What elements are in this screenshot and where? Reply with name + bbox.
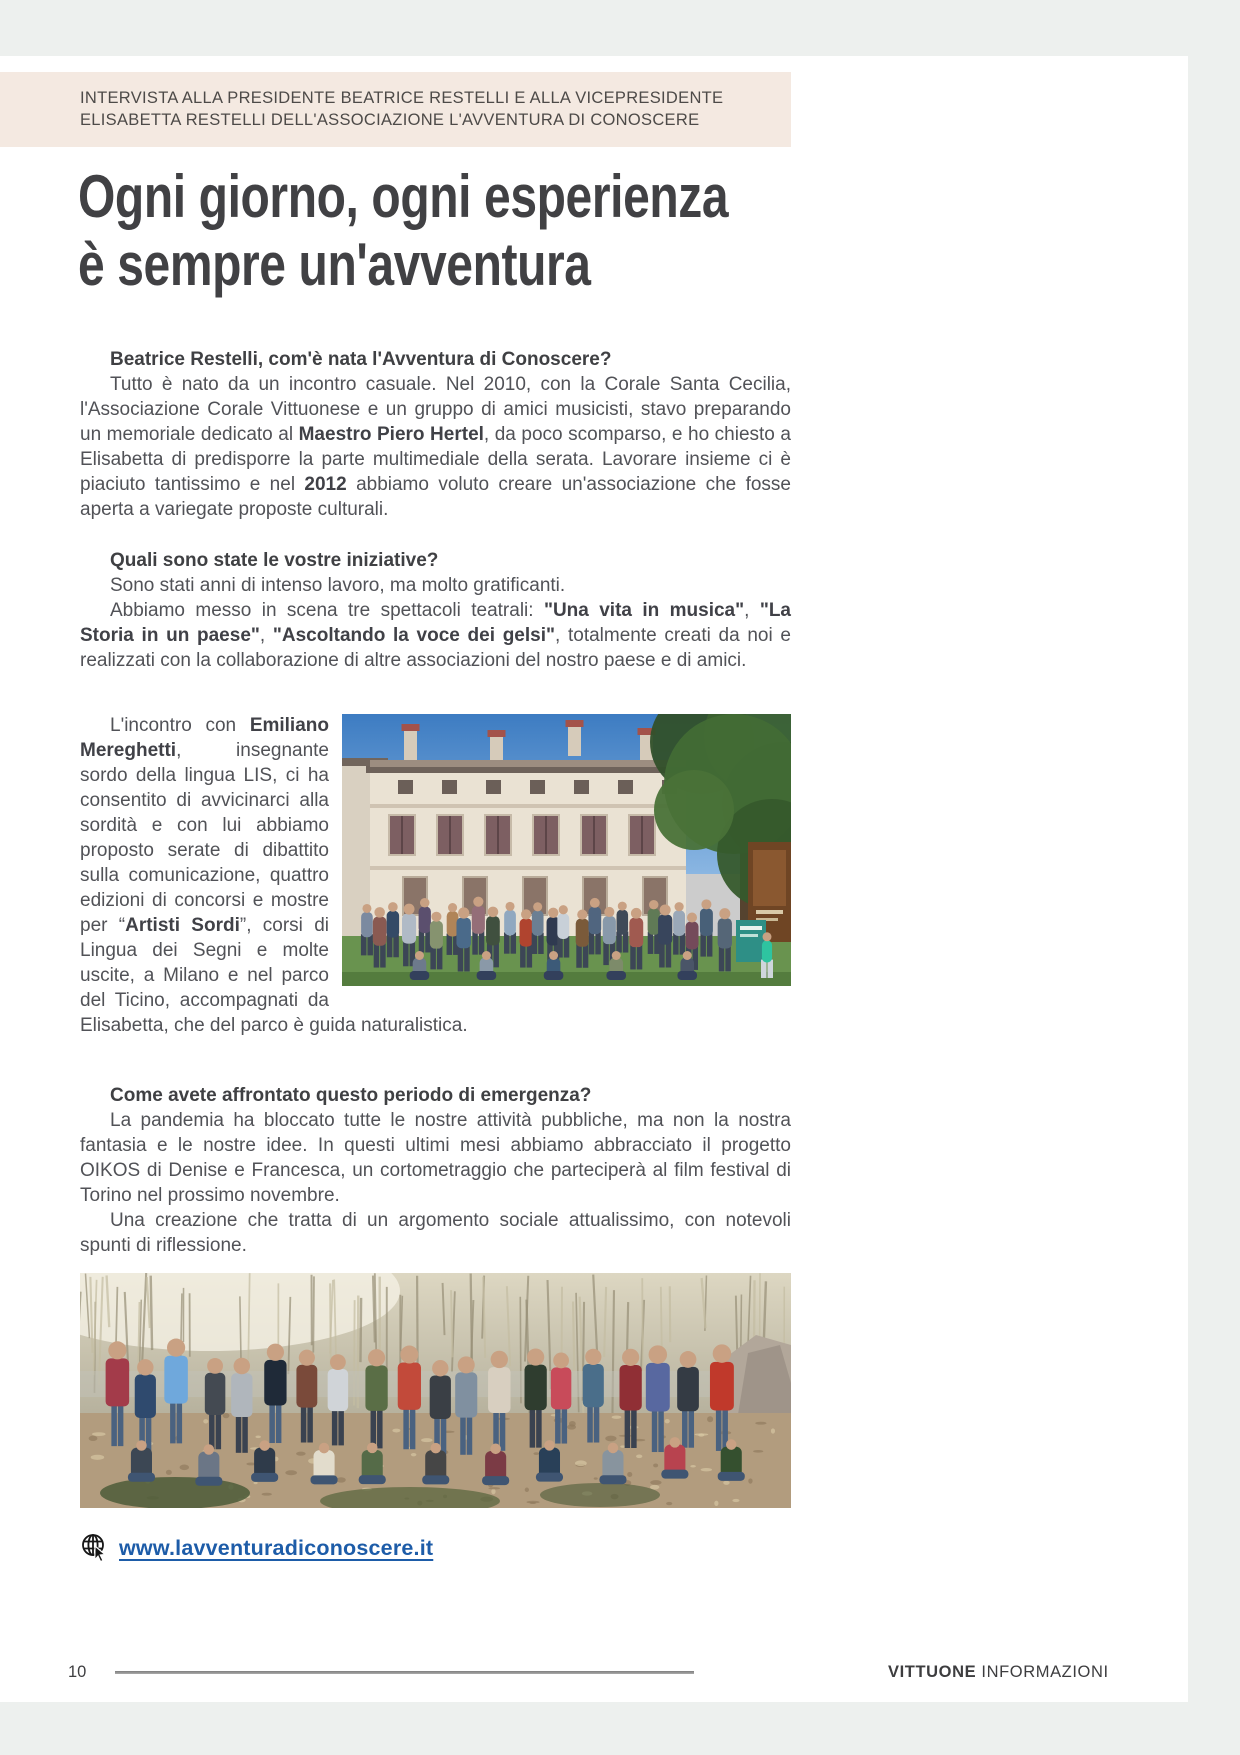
paragraph: [80, 573, 791, 598]
text: ,: [744, 600, 760, 621]
text: , da poco scomparso, e ho chiesto a Elisabetta di predisporre la parte multimediale della serata. Lavorare insieme ci è piaciuto tantissimo e nel: [80, 424, 791, 495]
kicker-line-1: INTERVISTA ALLA PRESIDENTE BEATRICE RESTELLI E ALLA VICEPRESIDENTE: [80, 89, 724, 107]
text: abbiamo voluto creare un'associazione che fosse aperta a variegate proposte culturali.: [80, 474, 792, 520]
text: Tutto è nato da un incontro casuale. Nel 2010, con la Corale Santa Cecilia, l'Associazione Corale Vittuonese e un gruppo di amici musicisti, stavo preparando un memoriale dedicato al: [80, 374, 791, 445]
magazine-brand: [888, 1663, 1109, 1682]
text: Abbiamo messo in scena tre spettacoli teatrali:: [110, 600, 544, 621]
photo-villa-group: [342, 714, 791, 986]
article-section: [80, 347, 791, 522]
website-link[interactable]: www.lavventuradiconoscere.it: [119, 1535, 434, 1560]
paragraph: [80, 1208, 791, 1258]
bold-text: "Una vita in musica": [543, 600, 745, 621]
magazine-brand-regular: INFORMAZIONI: [981, 1663, 1109, 1681]
paragraph: [80, 713, 791, 1038]
text: , totalmente creati da noi e realizzati con la collaborazione di altre associazioni del nostro paese e di amici.: [80, 625, 791, 671]
article-section: [80, 1083, 791, 1258]
bold-text: 2012: [304, 474, 347, 495]
bold-text: Emiliano Mereghetti: [80, 715, 329, 761]
magazine-brand-bold: VITTUONE: [888, 1663, 977, 1681]
bold-text: "La Storia in un paese": [80, 600, 791, 646]
photo-group-outdoor: [80, 1273, 791, 1508]
paragraph: [80, 372, 791, 522]
text: , insegnante sordo della lingua LIS, ci ha consentito di avvicinarci alla sordità e con lui abbiamo proposto serate di dibattito sulla comunicazione, quattro edizioni di concorsi e mostre per “: [80, 740, 329, 936]
text: ,: [259, 625, 273, 646]
footer-rule: [115, 1671, 694, 1674]
bold-text: Maestro Piero Hertel: [298, 424, 484, 445]
text: La pandemia ha bloccato tutte le nostre attività pubbliche, ma non la nostra fantasia e le nostre idee. In questi ultimi mesi abbiamo abbracciato il progetto OIKOS di Denise e Francesca, un cortometraggio che parteciperà al film festival di Torino nel prossimo novembre.: [80, 1110, 791, 1206]
kicker-box: [0, 72, 791, 147]
kicker-line-2: ELISABETTA RESTELLI DELL'ASSOCIAZIONE L'AVVENTURA DI CONOSCERE: [80, 111, 700, 129]
globe-icon: [80, 1532, 110, 1564]
page-number: 10: [68, 1663, 87, 1681]
article-content: [80, 347, 791, 1563]
text: Una creazione che tratta di un argomento sociale attualissimo, con notevoli spunti di riflessione.: [80, 1210, 791, 1256]
article-body: [80, 347, 791, 1258]
article-title-line-1: Ogni giorno, ogni esperienza: [78, 163, 729, 230]
interview-question: Quali sono state le vostre iniziative?: [110, 550, 439, 571]
bold-text: Artisti Sordi: [125, 915, 240, 936]
text: Sono stati anni di intenso lavoro, ma molto gratificanti.: [110, 575, 566, 596]
text: L'incontro con: [110, 715, 250, 736]
text: ”, corsi di Lingua dei Segni e molte uscite, a Milano e nel parco del Ticino, accompagnati da Elisabetta, che del parco è guida naturalistica.: [80, 915, 468, 1036]
website-link-row: [80, 1533, 791, 1563]
article-title-line-2: è sempre un'avventura: [78, 231, 591, 298]
bold-text: "Ascoltando la voce dei gelsi": [272, 625, 556, 646]
paragraph: [80, 598, 791, 673]
article-section: [80, 713, 791, 1038]
article-section: [80, 548, 791, 673]
interview-question: Come avete affrontato questo periodo di emergenza?: [110, 1085, 592, 1106]
article-title: [78, 163, 728, 299]
paragraph: [80, 1108, 791, 1208]
interview-question: Beatrice Restelli, com'è nata l'Avventura di Conoscere?: [110, 349, 612, 370]
